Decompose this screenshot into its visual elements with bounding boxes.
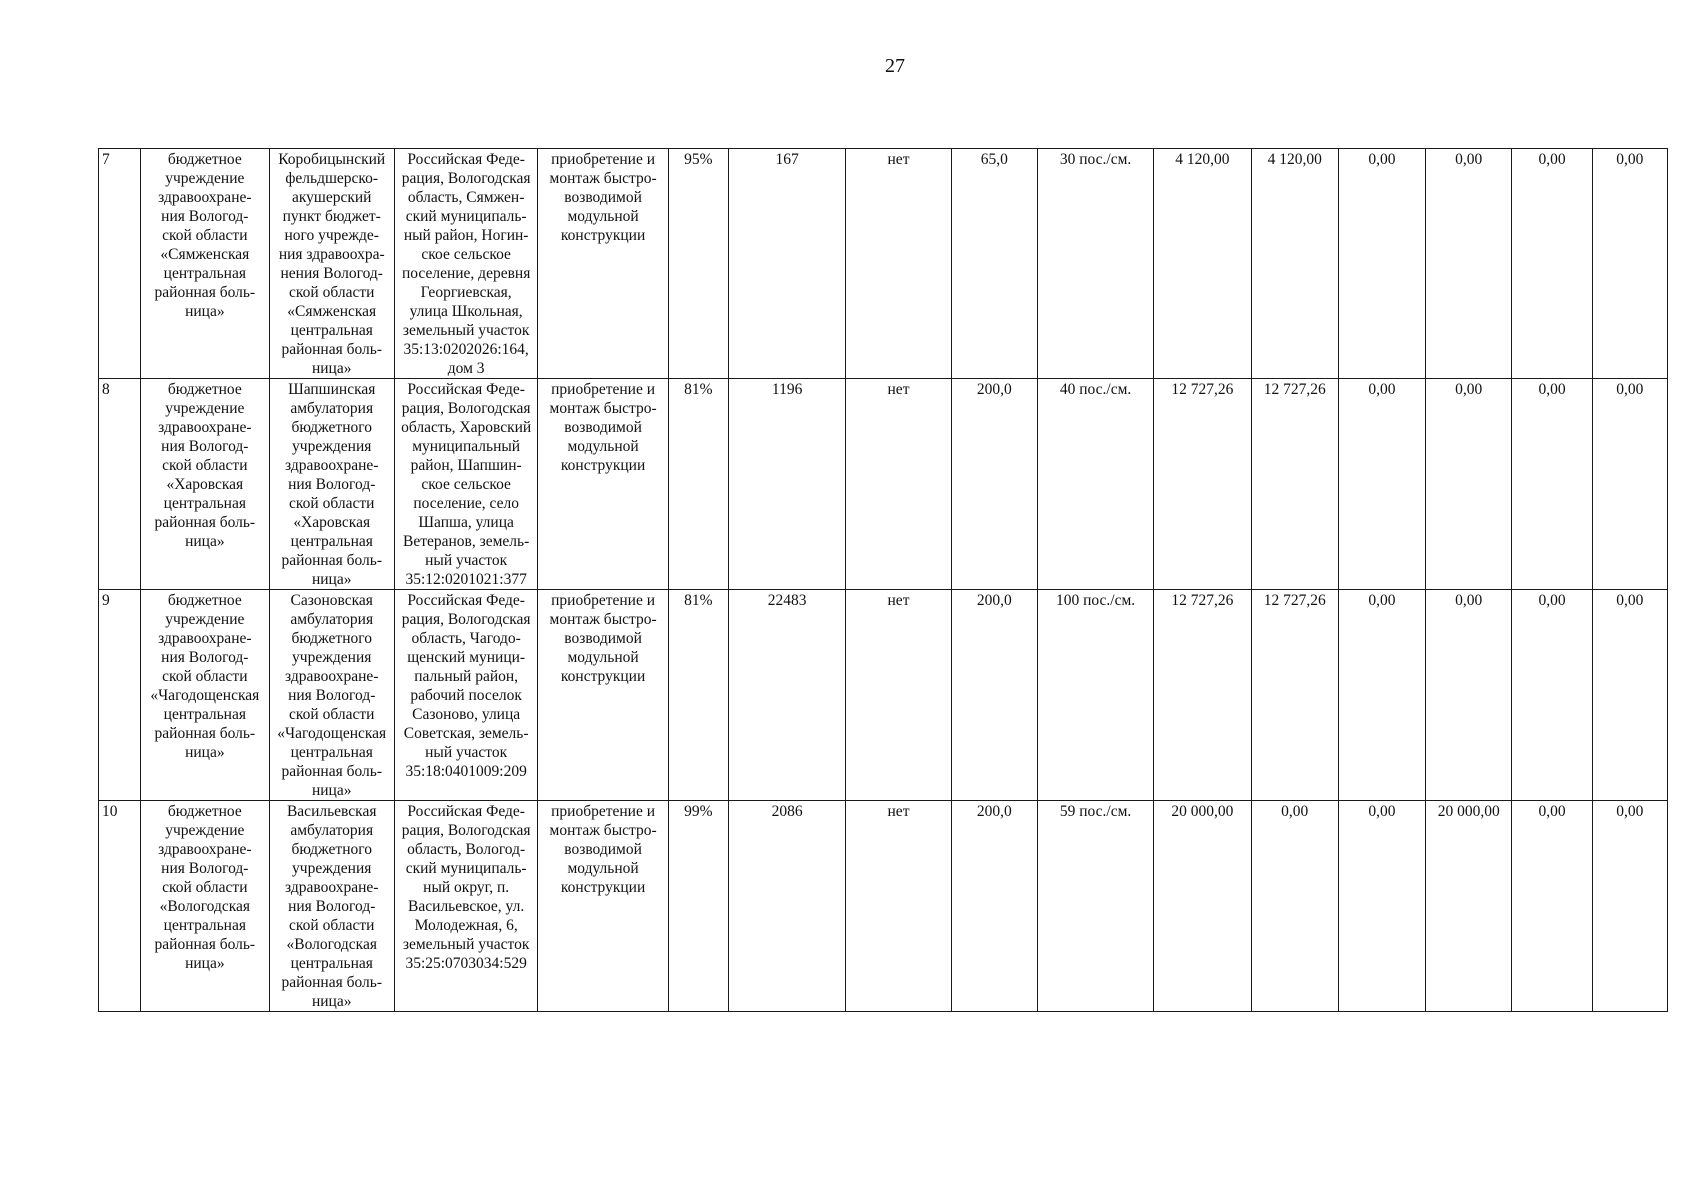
facility-cell: Сазоновская амбулатория бюджетного учреждения здравоохране- ния Вологод- ской области «Чагодощенская центральная районная боль- ница» [269, 590, 394, 801]
flag-cell: нет [846, 149, 951, 379]
year5-cell: 0,00 [1592, 149, 1667, 379]
facility-cell: Васильевская амбулатория бюджетного учреждения здравоохране- ния Вологод- ской области «Вологодская центральная районная боль- ница» [269, 801, 394, 1012]
area-cell: 200,0 [951, 379, 1037, 590]
year2-cell: 0,00 [1338, 149, 1425, 379]
table-row [99, 801, 1668, 1012]
total-cell: 12 727,26 [1154, 379, 1251, 590]
row-number: 7 [99, 149, 141, 379]
year5-cell: 0,00 [1592, 801, 1667, 1012]
year4-cell: 0,00 [1512, 590, 1592, 801]
flag-cell: нет [846, 590, 951, 801]
year1-cell: 4 120,00 [1251, 149, 1338, 379]
year4-cell: 0,00 [1512, 149, 1592, 379]
year1-cell: 0,00 [1251, 801, 1338, 1012]
address-cell: Российская Феде- рация, Вологодская область, Сямжен- ский муниципаль- ный район, Ногин- ское сельское поселение, деревня Георгиевская, улица Школьная, земельный участок 35:13:0202026:164, дом 3 [394, 149, 537, 379]
facility-cell: Шапшинская амбулатория бюджетного учреждения здравоохране- ния Вологод- ской области «Харовская центральная районная боль- ница» [269, 379, 394, 590]
year5-cell: 0,00 [1592, 379, 1667, 590]
capacity-cell: 100 пос./см. [1037, 590, 1153, 801]
action-cell: приобретение и монтаж быстро- возводимой модульной конструкции [538, 149, 668, 379]
percent-cell: 81% [668, 379, 728, 590]
capacity-cell: 30 пос./см. [1037, 149, 1153, 379]
population-cell: 2086 [728, 801, 845, 1012]
address-cell: Российская Феде- рация, Вологодская область, Харовский муниципальный район, Шапшин- ское сельское поселение, село Шапша, улица Ветеранов, земель- ный участок 35:12:0201021:377 [394, 379, 537, 590]
percent-cell: 99% [668, 801, 728, 1012]
year2-cell: 0,00 [1338, 379, 1425, 590]
area-cell: 65,0 [951, 149, 1037, 379]
address-cell: Российская Феде- рация, Вологодская область, Вологод- ский муниципаль- ный округ, п. Васильевское, ул. Молодежная, 6, земельный участок 35:25:0703034:529 [394, 801, 537, 1012]
percent-cell: 81% [668, 590, 728, 801]
year3-cell: 0,00 [1426, 590, 1512, 801]
institution-cell: бюджетное учреждение здравоохране- ния Вологод- ской области «Вологодская центральная районная боль- ница» [141, 801, 269, 1012]
area-cell: 200,0 [951, 801, 1037, 1012]
flag-cell: нет [846, 801, 951, 1012]
total-cell: 4 120,00 [1154, 149, 1251, 379]
institution-cell: бюджетное учреждение здравоохране- ния Вологод- ской области «Сямженская центральная районная боль- ница» [141, 149, 269, 379]
total-cell: 20 000,00 [1154, 801, 1251, 1012]
year4-cell: 0,00 [1512, 801, 1592, 1012]
population-cell: 167 [728, 149, 845, 379]
year1-cell: 12 727,26 [1251, 379, 1338, 590]
table-row [99, 590, 1668, 801]
capacity-cell: 40 пос./см. [1037, 379, 1153, 590]
table-row [99, 379, 1668, 590]
population-cell: 1196 [728, 379, 845, 590]
year3-cell: 0,00 [1426, 149, 1512, 379]
year4-cell: 0,00 [1512, 379, 1592, 590]
total-cell: 12 727,26 [1154, 590, 1251, 801]
facilities-table [98, 148, 1668, 1012]
percent-cell: 95% [668, 149, 728, 379]
action-cell: приобретение и монтаж быстро- возводимой модульной конструкции [538, 801, 668, 1012]
row-number: 8 [99, 379, 141, 590]
page-number: 27 [885, 55, 905, 77]
area-cell: 200,0 [951, 590, 1037, 801]
action-cell: приобретение и монтаж быстро- возводимой модульной конструкции [538, 379, 668, 590]
institution-cell: бюджетное учреждение здравоохране- ния Вологод- ской области «Харовская центральная районная боль- ница» [141, 379, 269, 590]
row-number: 10 [99, 801, 141, 1012]
capacity-cell: 59 пос./см. [1037, 801, 1153, 1012]
institution-cell: бюджетное учреждение здравоохране- ния Вологод- ской области «Чагодощенская центральная районная боль- ница» [141, 590, 269, 801]
facility-cell: Коробицынский фельдшерско- акушерский пункт бюджет- ного учрежде- ния здравоохра- нения Вологод- ской области «Сямженская центральная районная боль- ница» [269, 149, 394, 379]
year5-cell: 0,00 [1592, 590, 1667, 801]
year3-cell: 20 000,00 [1426, 801, 1512, 1012]
table-row [99, 149, 1668, 379]
year1-cell: 12 727,26 [1251, 590, 1338, 801]
row-number: 9 [99, 590, 141, 801]
action-cell: приобретение и монтаж быстро- возводимой модульной конструкции [538, 590, 668, 801]
year3-cell: 0,00 [1426, 379, 1512, 590]
address-cell: Российская Феде- рация, Вологодская область, Чагодо- щенский муници- пальный район, рабочий поселок Сазоново, улица Советская, земель- ный участок 35:18:0401009:209 [394, 590, 537, 801]
flag-cell: нет [846, 379, 951, 590]
population-cell: 22483 [728, 590, 845, 801]
year2-cell: 0,00 [1338, 590, 1425, 801]
year2-cell: 0,00 [1338, 801, 1425, 1012]
